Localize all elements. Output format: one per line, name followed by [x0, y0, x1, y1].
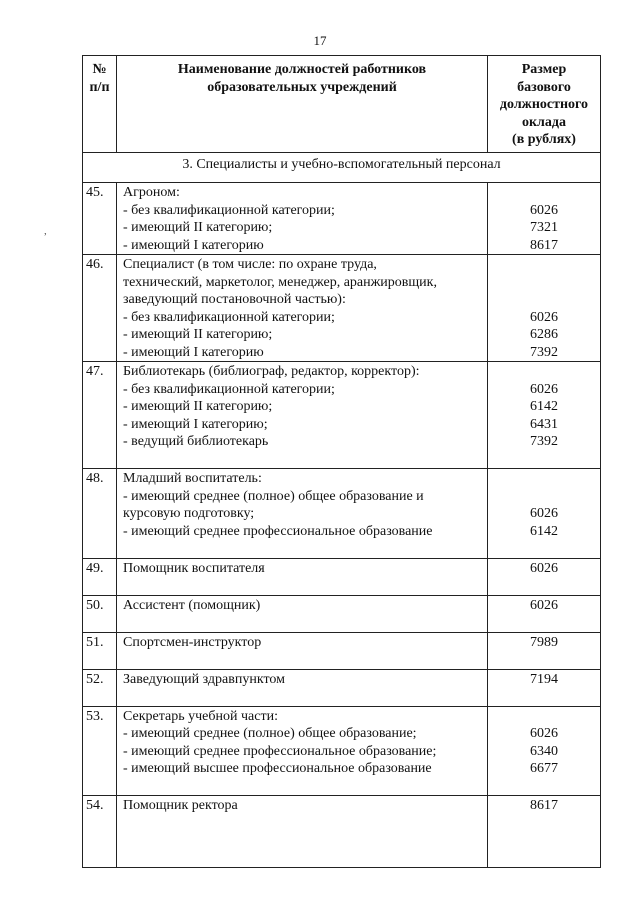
position-name	[117, 183, 488, 255]
position-name	[117, 362, 488, 469]
salary-amount: 8617	[530, 798, 558, 813]
salary-value	[488, 558, 601, 595]
position-line: - имеющий высшее профессиональное образование	[123, 761, 432, 776]
position-name	[117, 558, 488, 595]
position-line: - имеющий среднее профессиональное образование	[123, 523, 433, 539]
position-line: - имеющий II категорию;	[123, 327, 273, 342]
table-row	[83, 362, 601, 469]
salary-amount	[488, 708, 600, 726]
position-line: Библиотекарь (библиограф, редактор, корректор):	[123, 364, 420, 379]
row-number: 45.	[83, 183, 117, 255]
row-number: 46.	[83, 255, 117, 362]
position-line: Спортсмен-инструктор	[123, 634, 262, 650]
header-salary	[488, 56, 601, 153]
salary-value	[488, 469, 601, 559]
section-row	[83, 153, 601, 176]
salary-amount: 6142	[530, 523, 558, 539]
position-line: Помощник воспитателя	[123, 560, 265, 576]
table-body	[83, 153, 601, 868]
salary-amount	[488, 363, 600, 381]
salary-amount: 7989	[530, 634, 558, 650]
salary-amount: 6026	[530, 726, 558, 741]
salary-value	[488, 796, 601, 868]
position-line: Специалист (в том числе: по охране труда,	[123, 257, 377, 272]
table-row	[83, 595, 601, 632]
header-salary-line: (в рублях)	[512, 132, 576, 147]
salary-amount: 7321	[530, 220, 558, 235]
header-salary-line: должностного	[499, 97, 589, 112]
salary-amount	[488, 470, 600, 488]
position-line: заведующий постановочной частью):	[123, 292, 346, 307]
position-line: Помощник ректора	[123, 798, 238, 813]
position-line: Ассистент (помощник)	[123, 597, 261, 613]
position-name	[117, 669, 488, 706]
position-line: - имеющий II категорию;	[123, 399, 273, 414]
position-line: - имеющий среднее (полное) общее образование и	[123, 488, 424, 504]
table-row	[83, 706, 601, 796]
position-line: - без квалификационной категории;	[123, 309, 335, 325]
header-name-line: образовательных учреждений	[207, 79, 397, 95]
salary-amount: 6026	[530, 506, 558, 521]
salary-table	[82, 55, 601, 868]
position-line: Младший воспитатель:	[123, 471, 262, 486]
table-row	[83, 558, 601, 595]
margin-mark: ,	[44, 225, 47, 237]
salary-amount: 6286	[530, 327, 558, 342]
salary-amount: 6340	[530, 743, 558, 759]
table-header-row	[83, 56, 601, 153]
header-salary-line: базового	[517, 79, 571, 95]
salary-amount: 6026	[530, 560, 558, 576]
position-line: - имеющий I категорию;	[123, 416, 268, 432]
header-position-name	[117, 56, 488, 153]
table-row	[83, 183, 601, 255]
salary-value	[488, 706, 601, 796]
position-name	[117, 255, 488, 362]
salary-amount: 6026	[530, 309, 558, 325]
row-number: 49.	[83, 558, 117, 595]
position-name	[117, 595, 488, 632]
salary-value	[488, 183, 601, 255]
salary-amount: 7194	[530, 671, 558, 687]
salary-value	[488, 362, 601, 469]
page-number: 17	[313, 33, 327, 48]
position-line: Агроном:	[123, 185, 180, 200]
salary-amount: 6026	[530, 202, 558, 218]
position-line: - без квалификационной категории;	[123, 381, 335, 397]
header-number-line: №	[92, 62, 107, 77]
row-number: 50.	[83, 595, 117, 632]
header-salary-line: Размер	[521, 62, 567, 77]
salary-amount: 7392	[530, 344, 558, 360]
salary-amount: 7392	[530, 434, 558, 449]
salary-amount: 6026	[530, 597, 558, 613]
header-number-line: п/п	[89, 79, 110, 95]
header-number	[83, 56, 117, 153]
row-number: 51.	[83, 632, 117, 669]
position-name	[117, 706, 488, 796]
salary-amount	[488, 274, 600, 292]
position-line: - без квалификационной категории;	[123, 202, 335, 218]
header-salary-line: оклада	[521, 114, 566, 130]
salary-amount: 6431	[530, 416, 558, 432]
salary-value	[488, 669, 601, 706]
table-row	[83, 796, 601, 868]
salary-amount	[488, 488, 600, 506]
row-number: 47.	[83, 362, 117, 469]
header-name-line: Наименование должностей работников	[177, 62, 427, 77]
table-row	[83, 469, 601, 559]
position-name	[117, 632, 488, 669]
salary-value	[488, 632, 601, 669]
section-spacer	[83, 175, 601, 183]
row-number: 54.	[83, 796, 117, 868]
position-name	[117, 469, 488, 559]
table-row	[83, 632, 601, 669]
position-line: - имеющий среднее (полное) общее образование;	[123, 726, 417, 741]
row-number: 53.	[83, 706, 117, 796]
position-line: Секретарь учебной части:	[123, 708, 278, 724]
row-number: 48.	[83, 469, 117, 559]
salary-amount: 6026	[530, 381, 558, 397]
position-line: Заведующий здравпунктом	[123, 671, 285, 687]
position-line: курсовую подготовку;	[123, 506, 255, 521]
salary-value	[488, 255, 601, 362]
table-row	[83, 255, 601, 362]
position-line: - имеющий II категорию;	[123, 220, 273, 235]
position-line: - имеющий среднее профессиональное образование;	[123, 743, 437, 759]
salary-amount: 6677	[530, 761, 558, 776]
section-title: 3. Специалисты и учебно-вспомогательный персонал	[83, 153, 601, 176]
row-number: 52.	[83, 669, 117, 706]
salary-amount: 6142	[530, 399, 558, 414]
salary-amount	[488, 256, 600, 274]
position-name	[117, 796, 488, 868]
salary-value	[488, 595, 601, 632]
salary-amount	[488, 291, 600, 309]
position-line: технический, маркетолог, менеджер, аранжировщик,	[123, 274, 437, 290]
position-line: - имеющий I категорию	[123, 237, 264, 253]
salary-amount	[488, 184, 600, 202]
position-line: - имеющий I категорию	[123, 344, 264, 360]
table-row	[83, 669, 601, 706]
position-line: - ведущий библиотекарь	[123, 434, 269, 449]
salary-amount: 8617	[530, 237, 558, 253]
